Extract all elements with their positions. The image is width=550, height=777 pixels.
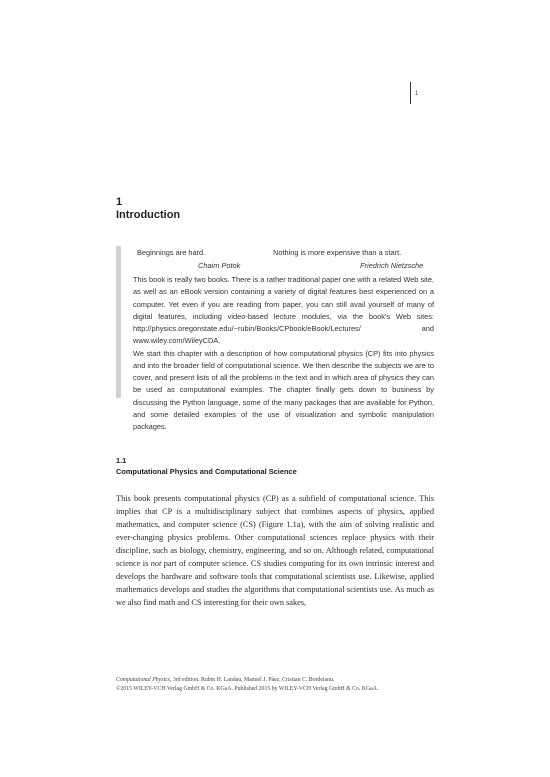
epigraph-2-author: Friedrich Nietzsche <box>360 261 424 270</box>
section-title: Computational Physics and Computational Science <box>116 467 297 476</box>
chapter-title: Introduction <box>116 209 181 221</box>
body-emphasis: not <box>150 559 162 568</box>
body-text-part-2: part of computer science. CS studies computing for its own intrinsic interest and develops the hardware and software tools that computational scientists use. Likewise, applied mathematics develops and studies the algorithms that computational scientists use. As much as we also find math and CS interesting for their own sakes, <box>116 559 434 607</box>
body-paragraph <box>116 492 434 609</box>
body-text-part-1: This book presents computational physics (CP) as a subfield of computational science. This implies that CP is a multidisciplinary subject that combines aspects of physics, applied mathematics, and computer science (CS) (Figure 1.1a), with the aim of solving realistic and ever-changing physics problems. Other computational sciences replace physics with their discipline, such as biology, chemistry, engineering, and so on. Although related, computational science is <box>116 494 434 568</box>
page-number-marker <box>410 82 418 104</box>
footer-line-1 <box>116 676 436 685</box>
copyright-footer <box>116 676 436 694</box>
chapter-number: 1 <box>116 196 123 208</box>
footer-book-title: Computational Physics, <box>116 677 172 683</box>
epigraph-2-text: Nothing is more expensive than a start. <box>273 248 402 257</box>
section-number: 1.1 <box>116 456 127 465</box>
epigraph-1-text: Beginnings are hard. <box>137 248 206 257</box>
abstract-paragraph-2: We start this chapter with a description of how computational physics (CP) fits into physics and into the broader field of computational science. We then describe the subjects we are to cover, and present lists of all the problems in the text and in which area of physics they can be used as computational examples. The chapter finally gets down to business by discussing the Python language, some of the many packages that are available for Python, and some detailed examples of the use of visualization and symbolic manipulation packages. <box>133 348 434 431</box>
footer-edition-authors: 3rd edition. Rubin H. Landau, Manuel J. Páez, Cristian C. Bordeianu. <box>171 677 335 683</box>
chapter-abstract <box>116 246 434 431</box>
page-number: 1 <box>415 91 419 97</box>
abstract-paragraph-1: This book is really two books. There is a rather traditional paper one with a related Web site, as well as an eBook version containing a variety of digital features best experienced on a computer. Yet even if you are reading from paper, you can still avail yourself of many of digital features, including video-based lecture modules, via the book's Web sites: http://physics.oregonstate.edu/~rubin/Books/CPbook/eBook/Lectures/ and www.wiley.com/WileyCDA. <box>133 275 434 346</box>
epigraph-1-author: Chaim Potok <box>198 261 241 270</box>
epigraphs <box>133 246 434 274</box>
footer-line-2: ©2015 WILEY-VCH Verlag GmbH & Co. KGaA. Published 2015 by WILEY-VCH Verlag GmbH & Co. KGaA. <box>116 686 379 692</box>
